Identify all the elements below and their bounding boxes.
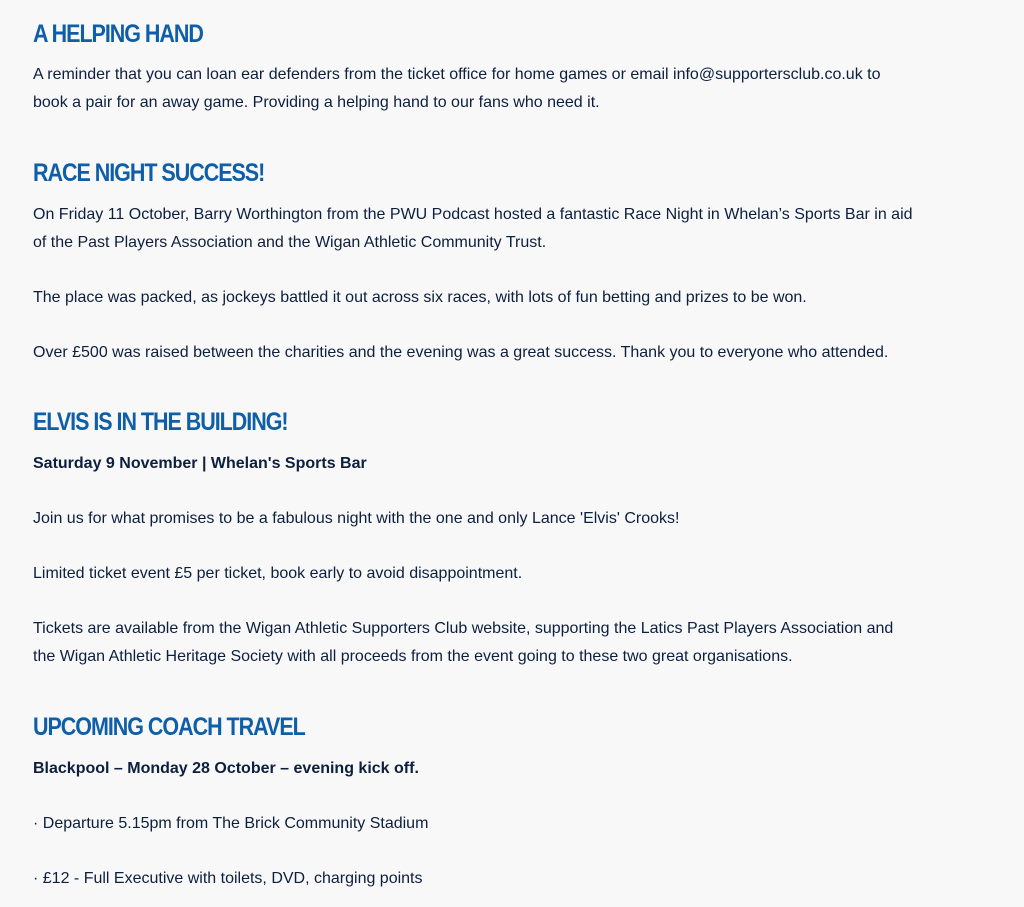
trip-subheading: Blackpool – Monday 28 October – evening kick off.	[33, 760, 419, 777]
section-heading: UPCOMING COACH TRAVEL	[33, 713, 305, 741]
paragraph: Join us for what promises to be a fabulous night with the one and only Lance 'Elvis' Crooks!	[33, 510, 680, 527]
section-helping-hand	[33, 19, 913, 117]
list-item: · £12 - Full Executive with toilets, DVD, charging points	[33, 870, 423, 887]
event-subheading: Saturday 9 November | Whelan's Sports Bar	[33, 455, 367, 472]
paragraph: Limited ticket event £5 per ticket, book early to avoid disappointment.	[33, 565, 523, 582]
paragraph: On Friday 11 October, Barry Worthington from the PWU Podcast hosted a fantastic Race Night in Whelan’s Sports Bar in aid of the Past Players Association and the Wigan Athletic Community Trust.	[33, 206, 913, 251]
section-coach-travel	[33, 712, 913, 893]
paragraph: Over £500 was raised between the charities and the evening was a great success. Thank you to everyone who attended.	[33, 344, 889, 361]
paragraph: Tickets are available from the Wigan Athletic Supporters Club website, supporting the Latics Past Players Association and the Wigan Athletic Heritage Society with all proceeds from the event going to these two great organisations.	[33, 620, 894, 665]
list-item: · Departure 5.15pm from The Brick Community Stadium	[33, 815, 429, 832]
section-heading: A HELPING HAND	[33, 20, 203, 48]
section-elvis	[33, 407, 913, 671]
section-heading: ELVIS IS IN THE BUILDING!	[33, 408, 288, 436]
section-race-night	[33, 158, 913, 367]
paragraph: A reminder that you can loan ear defenders from the ticket office for home games or email info@supportersclub.co.uk to book a pair for an away game. Providing a helping hand to our fans who need it.	[33, 66, 881, 111]
paragraph: The place was packed, as jockeys battled it out across six races, with lots of fun betting and prizes to be won.	[33, 289, 807, 306]
section-heading: RACE NIGHT SUCCESS!	[33, 159, 265, 187]
